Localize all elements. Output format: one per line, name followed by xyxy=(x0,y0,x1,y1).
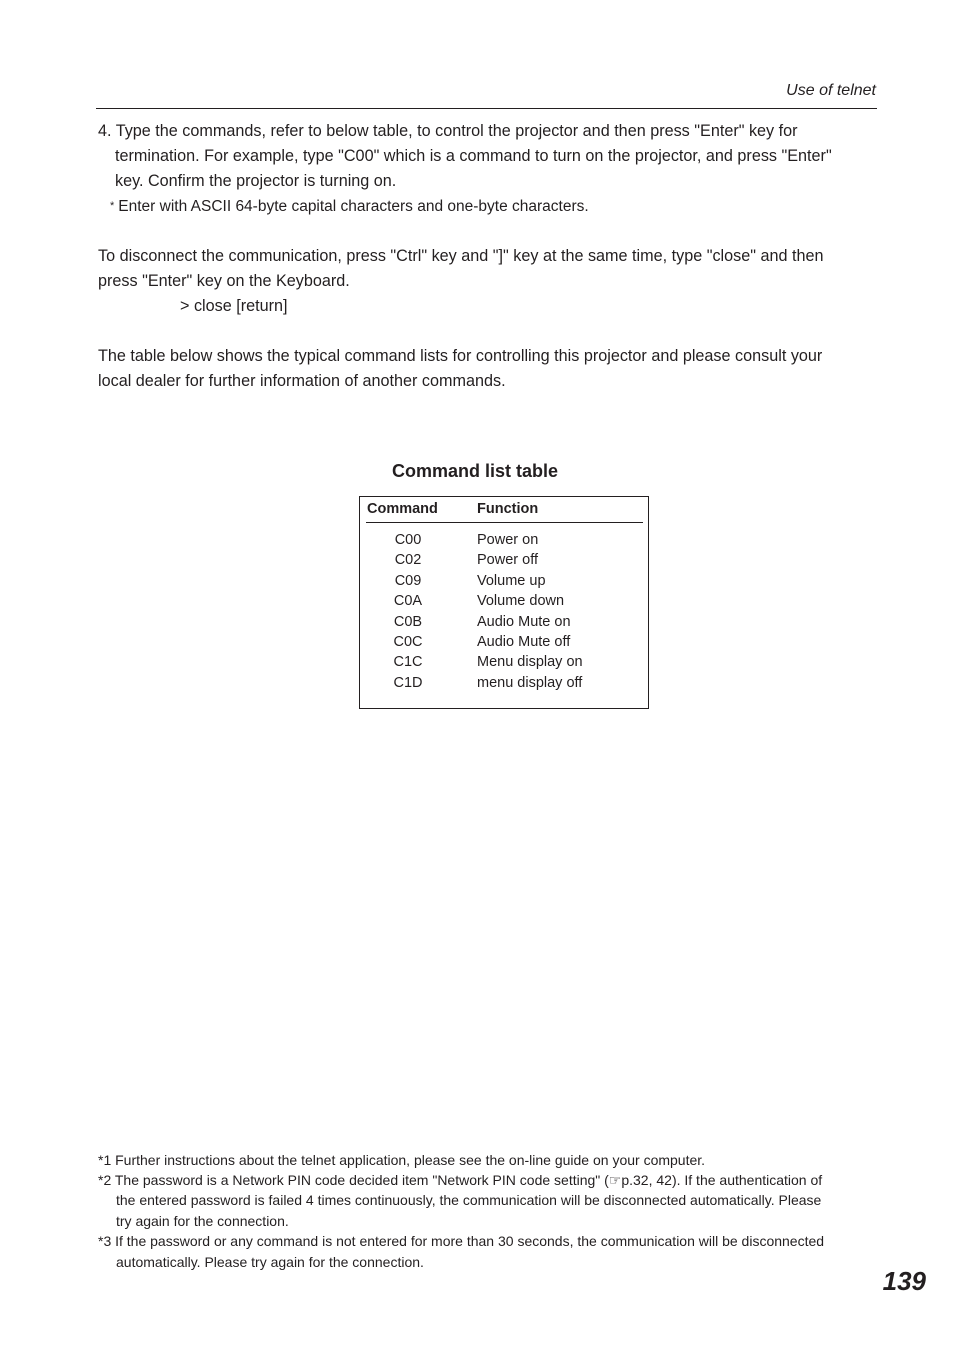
command-cell: C00 xyxy=(394,532,422,548)
command-cell: C0C xyxy=(393,634,423,650)
column-header-function: Function xyxy=(477,501,539,517)
footnote-2-continued: try again for the connection. xyxy=(116,1213,289,1229)
intro-line1: The table below shows the typical command lists for controlling this projector and please consult your xyxy=(98,347,823,365)
command-cell: C0B xyxy=(393,613,423,630)
command-cell: C1D xyxy=(393,674,423,691)
function-cell: menu display off xyxy=(477,674,583,691)
footnote-text: The password is a Network PIN code decided item "Network PIN code setting" (☞p.32, 42). If the authentication of xyxy=(114,1172,823,1188)
footnote-mark: *2 xyxy=(98,1172,112,1188)
section-title: Use of telnet xyxy=(786,82,876,99)
command-table xyxy=(359,496,649,709)
function-cell: Audio Mute off xyxy=(477,634,571,650)
step4-line2: termination. For example, type "C00" which is a command to turn on the projector, and press "Enter" xyxy=(115,147,832,165)
function-cell: Power on xyxy=(477,532,539,548)
footnote-mark: *3 xyxy=(98,1233,112,1249)
footnote-2-continued: the entered password is failed 4 times continuously, the communication will be disconnected automatically. Please xyxy=(116,1192,822,1208)
footnote-text: Further instructions about the telnet application, please see the on-line guide on your computer. xyxy=(115,1152,706,1168)
footnote-text: If the password or any command is not entered for more than 30 seconds, the communication will be disconnected xyxy=(115,1233,825,1249)
function-cell: Volume down xyxy=(477,593,565,610)
function-cell: Menu display on xyxy=(477,654,583,671)
function-cell: Power off xyxy=(477,552,538,569)
table-title: Command list table xyxy=(392,461,559,481)
command-cell: C1C xyxy=(393,654,423,671)
page-number: 139 xyxy=(882,1266,926,1296)
disconnect-line2: press "Enter" key on the Keyboard. xyxy=(98,272,350,290)
command-cell: C0A xyxy=(393,593,423,610)
note-asterisk: * xyxy=(110,200,115,212)
step4-note-text: Enter with ASCII 64-byte capital characters and one-byte characters. xyxy=(118,198,589,215)
intro-line2: local dealer for further information of another commands. xyxy=(98,372,506,390)
function-cell: Audio Mute on xyxy=(477,613,571,630)
close-command: > close [return] xyxy=(180,297,288,315)
step4-line1: 4. Type the commands, refer to below table, to control the projector and then press "Enter" key for xyxy=(98,122,798,140)
footnote-3 xyxy=(98,1231,824,1252)
footnote-mark: *1 xyxy=(98,1152,112,1168)
footnote-1 xyxy=(98,1150,705,1171)
header-rule xyxy=(366,522,643,523)
footnote-2 xyxy=(98,1170,822,1191)
command-cell: C02 xyxy=(394,552,422,569)
step4-line3: key. Confirm the projector is turning on. xyxy=(115,172,397,190)
header-divider xyxy=(96,108,877,109)
step4-note xyxy=(110,194,589,221)
function-cell: Volume up xyxy=(477,572,546,589)
command-cell: C09 xyxy=(394,572,422,589)
disconnect-line1: To disconnect the communication, press "Ctrl" key and "]" key at the same time, type "close" and then xyxy=(98,247,824,265)
footnote-3-continued: automatically. Please try again for the connection. xyxy=(116,1254,424,1270)
column-header-command: Command xyxy=(367,501,438,517)
